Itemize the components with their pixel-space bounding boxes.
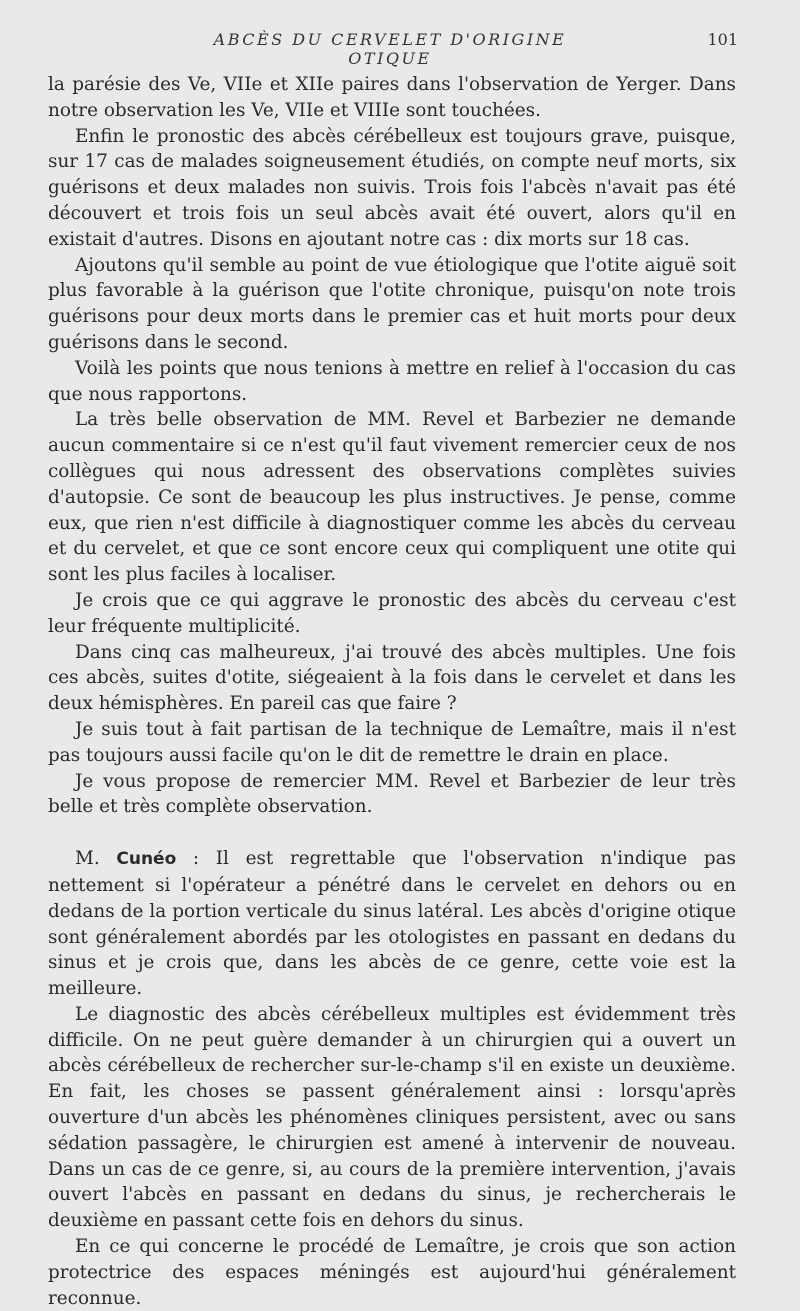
body-text [48,72,736,1311]
paragraph: Ajoutons qu'il semble au point de vue étiologique que l'otite aiguë soit plus favorable à la guérison que l'otite chronique, puisqu'on note trois guérisons pour deux morts dans le premier cas et huit morts pour deux guérisons dans le second. [48,254,736,353]
paragraph: Le diagnostic des abcès cérébelleux multiples est évidemment très difficile. On ne peut guère demander à un chirurgien qui a ouvert un abcès cérébelleux de rechercher sur-le-champ s'il en existe un deuxième. En fait, les choses se passent généralement ainsi : lorsqu'après ouverture d'un abcès les phénomènes cliniques persistent, avec ou sans sédation passagère, le chirurgien est amené à intervenir de nouveau. Dans un cas de ce genre, si, au cours de la première intervention, j'avais ouvert l'abcès en passant en dedans du sinus, je rechercherais le deuxième en passant cette fois en dehors du sinus. [48,1003,736,1232]
paragraph: Je suis tout à fait partisan de la technique de Lemaître, mais il n'est pas toujours aussi facile qu'on le dit de remettre le drain en place. [48,718,736,766]
paragraph: Voilà les points que nous tenions à mettre en relief à l'occasion du cas que nous rapportons. [48,357,736,405]
paragraph: Dans cinq cas malheureux, j'ai trouvé des abcès multiples. Une fois ces abcès, suites d'otite, siégeaient à la fois dans le cervelet et dans les deux hémisphères. En pareil cas que faire ? [48,641,736,715]
paragraph: La très belle observation de MM. Revel et Barbezier ne demande aucun commentaire si ce n'est qu'il faut vivement remercier ceux de nos collègues qui nous adressent des observations complètes suivies d'autopsie. Ce sont de beaucoup les plus instructives. Je pense, comme eux, que rien n'est difficile à diagnostiquer comme les abcès du cerveau et du cervelet, et que ce sont encore ceux qui compliquent une otite qui sont les plus faciles à localiser. [48,409,736,586]
running-title: ABCÈS DU CERVELET D'ORIGINE OTIQUE [213,30,567,68]
paragraph: Je vous propose de remercier MM. Revel et Barbezier de leur très belle et très complète observation. [48,770,736,818]
speaker-prefix: M. [75,848,117,870]
paragraph: la parésie des Ve, VIIe et XIIe paires dans l'observation de Yerger. Dans notre observation les Ve, VIIe et VIIIe sont touchées. [48,74,736,121]
discussion-intro-text: : Il est regrettable que l'observation n'indique pas nettement si l'opérateur a pénétré dans le cervelet en dehors ou en dedans de la portion verticale du sinus latéral. Les abcès d'origine otique sont généralement abordés par les otologistes en passant en dedans du sinus et je crois que, dans les abcès de ce genre, cette voie est la meilleure. [48,848,736,1000]
discussion-intro-paragraph [48,846,736,1002]
page-number: 101 [707,30,738,49]
paragraph: En ce qui concerne le procédé de Lemaître, je crois que son action protectrice des espaces méningés est aujourd'hui généralement reconnue. [48,1236,736,1309]
speaker-name: Cunéo [116,849,177,870]
paragraph: Enfin le pronostic des abcès cérébelleux est toujours grave, puisque, sur 17 cas de malades soigneusement étudiés, on compte neuf morts, six guérisons et deux malades non suivis. Trois fois l'abcès n'avait pas été découvert et trois fois un seul abcès avait été ouvert, alors qu'il en existait d'autres. Disons en ajoutant notre cas : dix morts sur 18 cas. [48,125,736,250]
paragraph: Je crois que ce qui aggrave le pronostic des abcès du cerveau c'est leur fréquente multiplicité. [48,589,736,637]
